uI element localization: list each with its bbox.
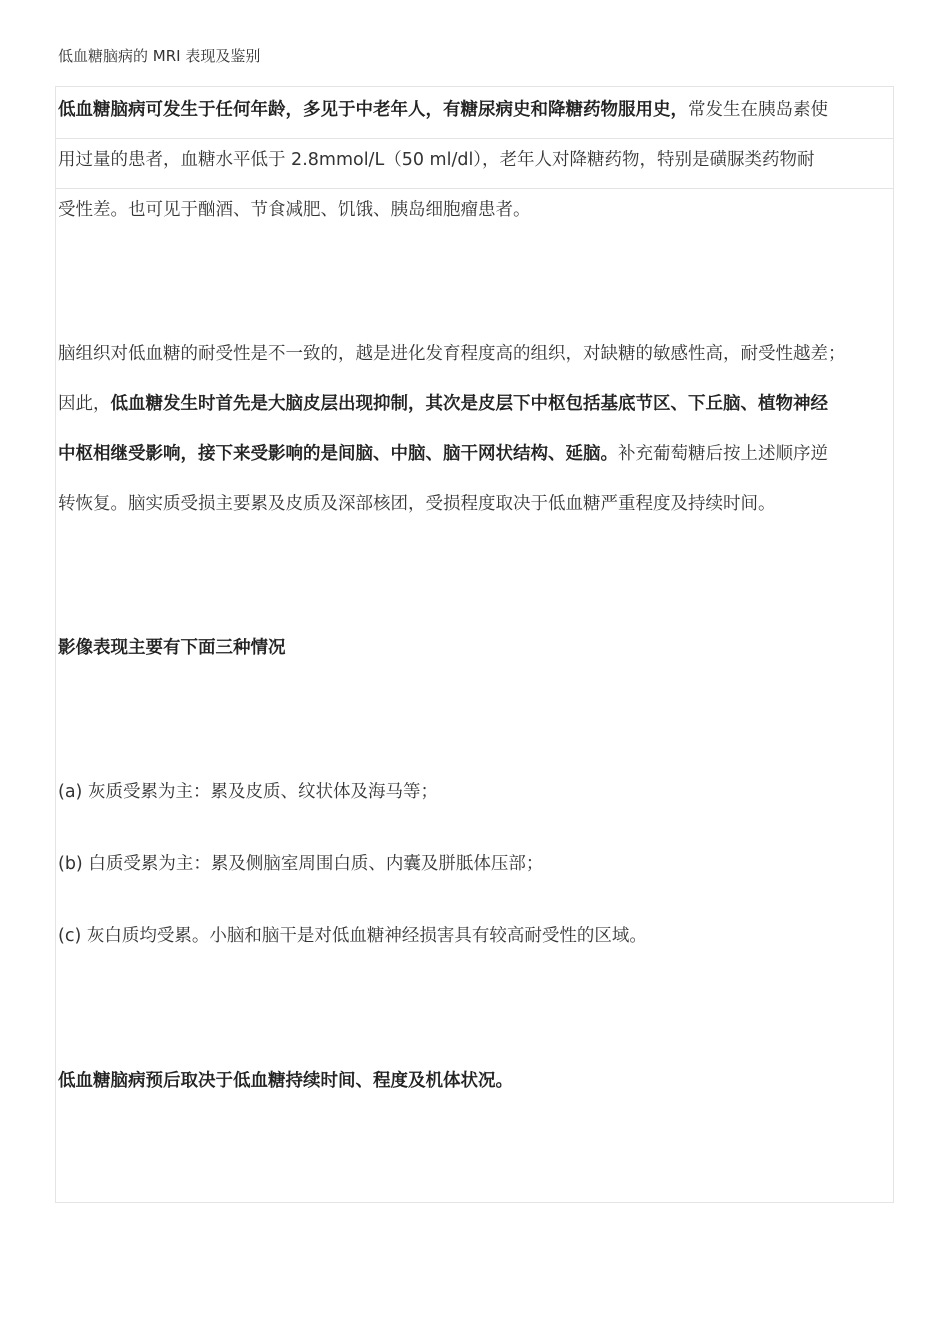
paragraph-1-line-3: 受性差。也可见于酗酒、节食减肥、饥饿、胰岛细胞瘤患者。: [58, 200, 531, 220]
paragraph-2-line-3: [58, 439, 828, 469]
paragraph-1-bold-intro: 低血糖脑病可发生于任何年龄，多见于中老年人，有糖尿病史和降糖药物服用史，: [58, 100, 688, 120]
conclusion: 低血糖脑病预后取决于低血糖持续时间、程度及机体状况。: [58, 1071, 513, 1091]
table-divider: [55, 188, 894, 189]
section-heading: 影像表现主要有下面三种情况: [58, 638, 286, 658]
paragraph-1-line-1: [58, 95, 828, 125]
page-header-title: 低血糖脑病的 MRI 表现及鉴别: [58, 47, 261, 65]
paragraph-2-line-2: [58, 389, 828, 419]
table-divider: [55, 138, 894, 139]
paragraph-1-line-2: 用过量的患者，血糖水平低于 2.8mmol/L（50 ml/dl），老年人对降糖药物，特别是磺脲类药物耐: [58, 150, 815, 170]
paragraph-1-text: 常发生在胰岛素使: [688, 100, 828, 120]
paragraph-2-bold: 中枢相继受影响，接下来受影响的是间脑、中脑、脑干网状结构、延脑。: [58, 444, 618, 464]
paragraph-2-line-4: 转恢复。脑实质受损主要累及皮质及深部核团，受损程度取决于低血糖严重程度及持续时间。: [58, 494, 776, 514]
paragraph-2-text: 补充葡萄糖后按上述顺序逆: [618, 444, 828, 464]
paragraph-2-text: 因此，: [58, 394, 111, 414]
paragraph-2-line-1: 脑组织对低血糖的耐受性是不一致的，越是进化发育程度高的组织，对缺糖的敏感性高，耐受性越差；: [58, 344, 846, 364]
list-item: (c) 灰白质均受累。小脑和脑干是对低血糖神经损害具有较高耐受性的区域。: [58, 926, 647, 946]
list-item: (b) 白质受累为主：累及侧脑室周围白质、内囊及胼胝体压部；: [58, 854, 544, 874]
paragraph-2-bold: 低血糖发生时首先是大脑皮层出现抑制，其次是皮层下中枢包括基底节区、下丘脑、植物神经: [110, 394, 828, 414]
list-item: (a) 灰质受累为主：累及皮质、纹状体及海马等；: [58, 782, 438, 802]
table-divider: [55, 86, 894, 87]
